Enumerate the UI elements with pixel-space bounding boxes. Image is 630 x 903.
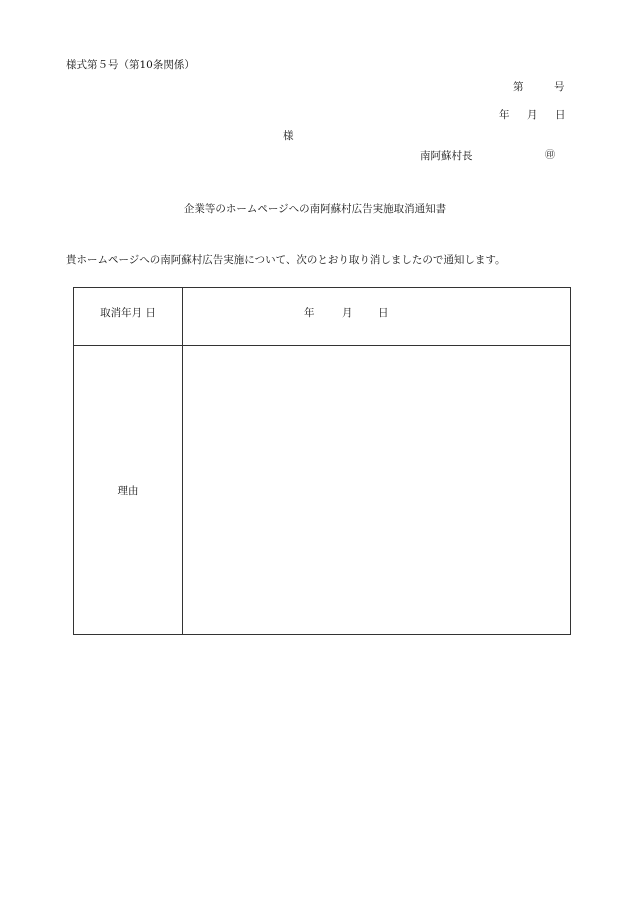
reason-label: 理由 xyxy=(117,485,139,497)
cancellation-date-year: 年 xyxy=(304,307,315,319)
document-title: 企業等のホームページへの南阿蘇村広告実施取消通知書 xyxy=(183,203,447,215)
body-text: 貴ホームページへの南阿蘇村広告実施について、次のとおり取り消しましたので通知します。 xyxy=(66,254,506,266)
seal-mark: ㊞ xyxy=(545,150,555,161)
form-number: 様式第５号（第10条関係） xyxy=(66,59,195,71)
issue-date-year: 年 xyxy=(499,109,510,121)
issue-date-month: 月 xyxy=(527,109,538,121)
cancellation-date-label: 取消年月 日 xyxy=(100,307,156,319)
issue-date-day: 日 xyxy=(555,109,566,121)
document-number-suffix: 号 xyxy=(554,81,565,93)
reason-field xyxy=(183,346,570,634)
addressee-honorific: 様 xyxy=(283,130,294,142)
cancellation-date-month: 月 xyxy=(342,307,353,319)
cancellation-date-day: 日 xyxy=(378,307,389,319)
issuer-name: 南阿蘇村長 xyxy=(420,150,473,162)
cancellation-form-table xyxy=(73,287,571,635)
document-number-prefix: 第 xyxy=(513,81,524,93)
